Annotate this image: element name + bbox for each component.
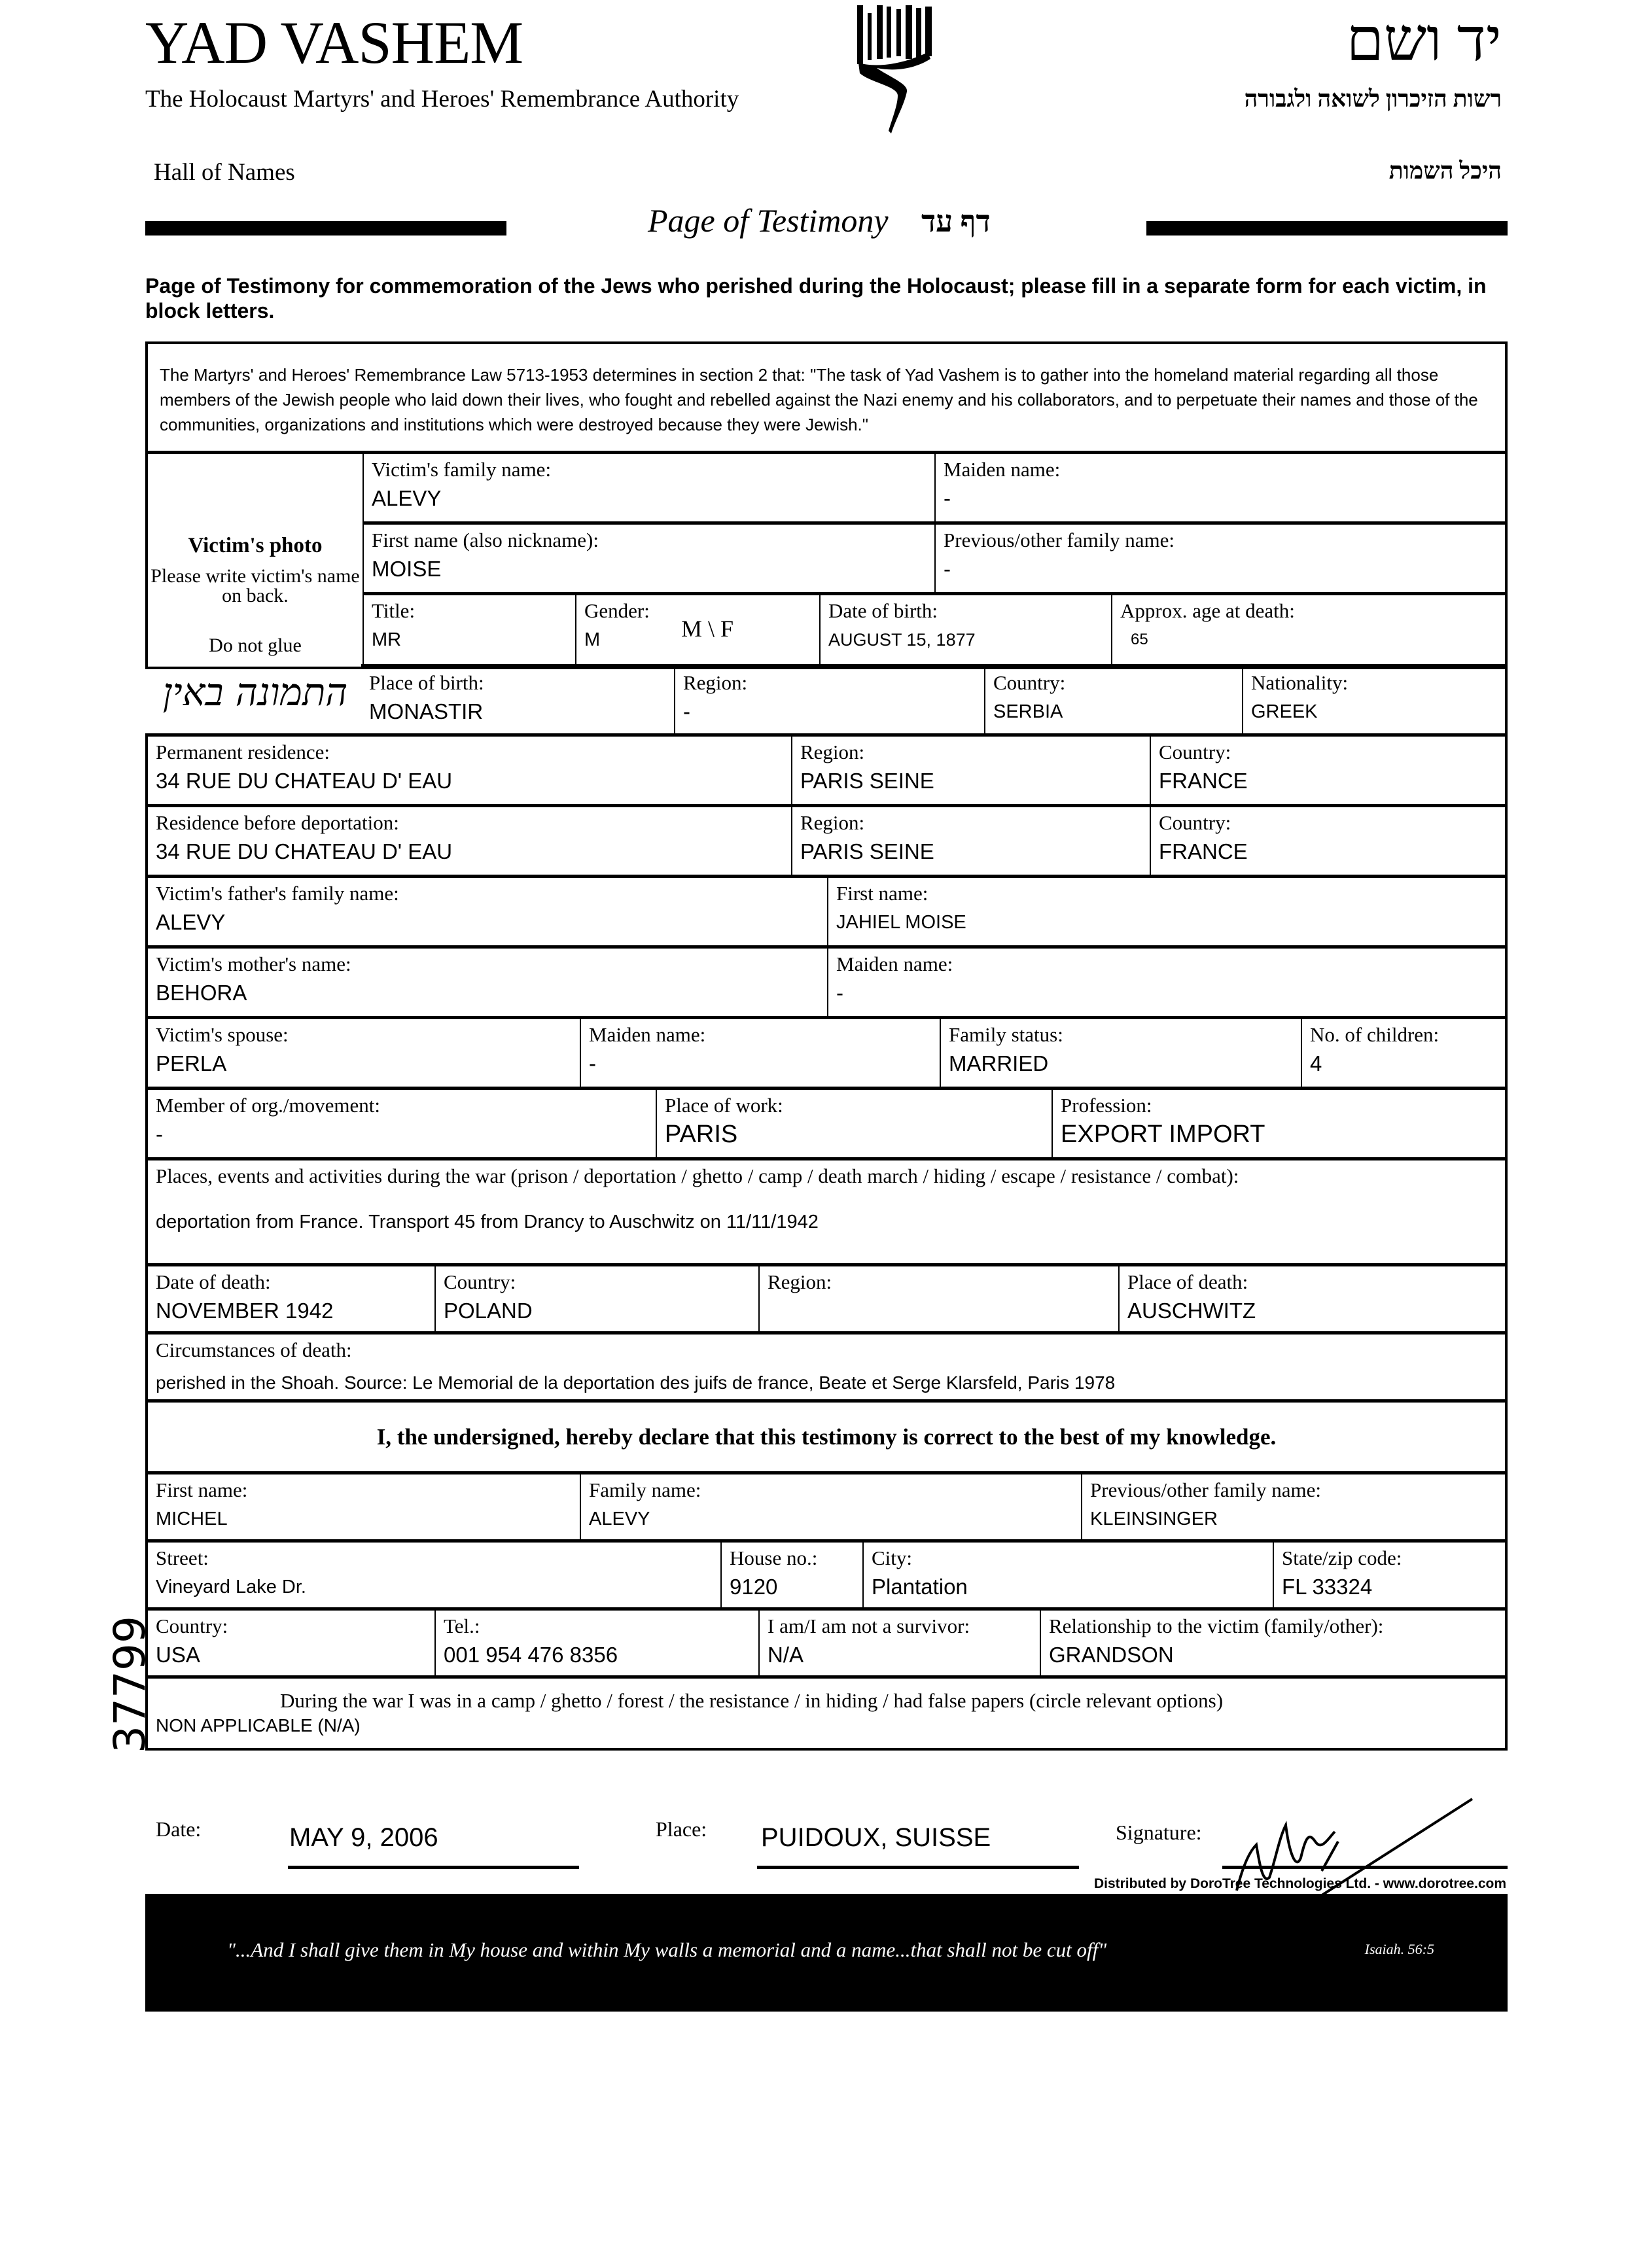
instructions: Page of Testimony for commemoration of the Jews who perished during the Holocaust; please fill in a separate form for each victim, in block letters.	[145, 274, 1487, 323]
place-label: Place:	[656, 1817, 707, 1841]
date-underline	[288, 1866, 579, 1869]
org-subtitle: The Holocaust Martyrs' and Heroes' Remembrance Authority	[145, 86, 739, 113]
spouse-maiden-name-field[interactable]: Maiden name: -	[581, 1019, 941, 1087]
victim-dob-field[interactable]: Date of birth: AUGUST 15, 1877	[821, 595, 1112, 667]
date-value[interactable]: MAY 9, 2006	[289, 1823, 438, 1852]
submitter-street-field[interactable]: Street: Vineyard Lake Dr.	[148, 1543, 722, 1607]
photo-handwritten-note: התמונה באין	[162, 670, 348, 714]
gender-options: M \ F	[681, 616, 734, 642]
nationality-field[interactable]: Nationality: GREEK	[1251, 671, 1349, 722]
permanent-residence-field[interactable]: Permanent residence: 34 RUE DU CHATEAU D' EAU	[148, 737, 792, 804]
organization-field[interactable]: Member of org./movement: -	[148, 1090, 657, 1157]
death-region-field[interactable]: Region:	[760, 1266, 1120, 1331]
death-place-field[interactable]: Place of death: AUSCHWITZ	[1127, 1270, 1256, 1323]
birth-row	[361, 664, 1508, 733]
page-title: Page of Testimony	[648, 202, 889, 239]
hall-of-names-label: Hall of Names	[154, 159, 295, 186]
place-value[interactable]: PUIDOUX, SUISSE	[761, 1823, 991, 1852]
permanent-region-field[interactable]: Region: PARIS SEINE	[792, 737, 1151, 804]
place-of-work-field[interactable]: Place of work: PARIS	[657, 1090, 1053, 1157]
victim-family-name-field[interactable]: Victim's family name: ALEVY	[364, 454, 936, 521]
victim-gender-field[interactable]: Gender: M M \ F	[576, 595, 821, 667]
submitter-survivor-field[interactable]: I am/I am not a survivor: N/A	[760, 1611, 1041, 1675]
place-underline	[757, 1866, 1079, 1869]
header-rule-left	[145, 221, 506, 236]
father-first-name-field[interactable]: First name: JAHIEL MOISE	[836, 882, 966, 933]
permanent-country-field[interactable]: Country: FRANCE	[1159, 741, 1248, 793]
death-circumstances-field[interactable]: Circumstances of death: perished in the Shoah. Source: Le Memorial de la deportation des juifs de france, Beate et Serge Klarsfeld, Paris 1978	[156, 1338, 1116, 1393]
org-title-hebrew: יד ושם	[1346, 7, 1502, 73]
family-status-field[interactable]: Family status: MARRIED	[941, 1019, 1302, 1087]
war-events-field[interactable]: Places, events and activities during the war (prison / deportation / ghetto / camp / death march / hiding / escape / resistance / combat): deportation from France. Transport 45 from Drancy to Auschwitz on 11/11/1942	[156, 1164, 1239, 1232]
spouse-field[interactable]: Victim's spouse: PERLA	[148, 1019, 581, 1087]
law-text: The Martyrs' and Heroes' Remembrance Law 5713-1953 determines in section 2 that: "The task of Yad Vashem is to gather into the homeland material regarding all those members of the Jewish people who laid down their lives, who fought and rebelled against the Nazi enemy and his collaborators, and to perpetuate their names and those of the communities, organizations and institutions which were destroyed because they were Jewish."	[148, 344, 1505, 454]
signature-label: Signature:	[1116, 1821, 1202, 1844]
submitter-city-field[interactable]: City: Plantation	[864, 1543, 1274, 1607]
death-date-field[interactable]: Date of death: NOVEMBER 1942	[148, 1266, 436, 1331]
submitter-house-no-field[interactable]: House no.: 9120	[722, 1543, 864, 1607]
submitter-zip-field[interactable]: State/zip code: FL 33324	[1282, 1546, 1402, 1599]
deportation-country-field[interactable]: Country: FRANCE	[1159, 811, 1248, 864]
mother-maiden-name-field[interactable]: Maiden name: -	[836, 952, 953, 1005]
victim-title-field[interactable]: Title: MR	[364, 595, 576, 667]
distributor-credit: Distributed by DoroTree Technologies Ltd. - www.dorotree.com	[1093, 1876, 1506, 1891]
photo-note: Please write victim's name on back.	[150, 565, 360, 606]
yad-vashem-menorah-logo-icon	[851, 0, 949, 134]
father-family-name-field[interactable]: Victim's father's family name: ALEVY	[148, 878, 828, 945]
victim-first-name-field[interactable]: First name (also nickname): MOISE	[364, 525, 936, 592]
birth-place-field[interactable]: Place of birth: MONASTIR	[361, 667, 675, 733]
photo-no-glue: Do not glue	[209, 635, 302, 656]
form-lower	[145, 733, 1508, 1751]
profession-field[interactable]: Profession: EXPORT IMPORT	[1061, 1094, 1265, 1148]
submitter-first-name-field[interactable]: First name: MICHEL	[148, 1474, 581, 1539]
submitter-relationship-field[interactable]: Relationship to the victim (family/other): GRANDSON	[1049, 1614, 1384, 1667]
declaration-statement: I, the undersigned, hereby declare that this testimony is correct to the best of my knowledge.	[148, 1403, 1505, 1474]
hall-of-names-hebrew: היכל השמות	[1388, 158, 1502, 184]
victim-photo-area[interactable]	[148, 454, 364, 714]
photo-title: Victim's photo	[188, 534, 323, 557]
quote-reference: Isaiah. 56:5	[1364, 1941, 1434, 1957]
birth-country-field[interactable]: Country: SERBIA	[985, 667, 1243, 733]
header-rule-right	[1146, 221, 1508, 236]
victim-age-field[interactable]: Approx. age at death: 65	[1120, 599, 1295, 648]
date-label: Date:	[156, 1817, 202, 1841]
submitter-family-name-field[interactable]: Family name: ALEVY	[581, 1474, 1082, 1539]
page-title-hebrew: דף עד	[921, 205, 991, 238]
deportation-region-field[interactable]: Region: PARIS SEINE	[792, 807, 1151, 875]
org-title: YAD VASHEM	[145, 9, 523, 76]
death-country-field[interactable]: Country: POLAND	[436, 1266, 760, 1331]
org-subtitle-hebrew: רשות הזיכרון לשואה ולגבורה	[1244, 86, 1502, 112]
submitter-war-status-field[interactable]: During the war I was in a camp / ghetto / forest / the resistance / in hiding / had false papers (circle relevant options) NON APPLICABLE (N/A)	[156, 1689, 1224, 1736]
submitter-previous-name-field[interactable]: Previous/other family name: KLEINSINGER	[1090, 1478, 1321, 1529]
victim-maiden-name-field[interactable]: Maiden name: -	[944, 458, 1061, 510]
submitter-tel-field[interactable]: Tel.: 001 954 476 8356	[436, 1611, 760, 1675]
quote-band	[145, 1894, 1508, 2012]
handwritten-record-number: 37799	[105, 1616, 155, 1753]
children-count-field[interactable]: No. of children: 4	[1310, 1023, 1440, 1075]
isaiah-quote: "...And I shall give them in My house and within My walls a memorial and a name...that shall not be cut off"	[227, 1938, 1107, 1961]
submitter-country-field[interactable]: Country: USA	[148, 1611, 436, 1675]
birth-region-field[interactable]: Region: -	[675, 667, 985, 733]
mother-name-field[interactable]: Victim's mother's name: BEHORA	[148, 949, 828, 1016]
victim-previous-name-field[interactable]: Previous/other family name: -	[944, 529, 1175, 581]
deportation-residence-field[interactable]: Residence before deportation: 34 RUE DU CHATEAU D' EAU	[148, 807, 792, 875]
